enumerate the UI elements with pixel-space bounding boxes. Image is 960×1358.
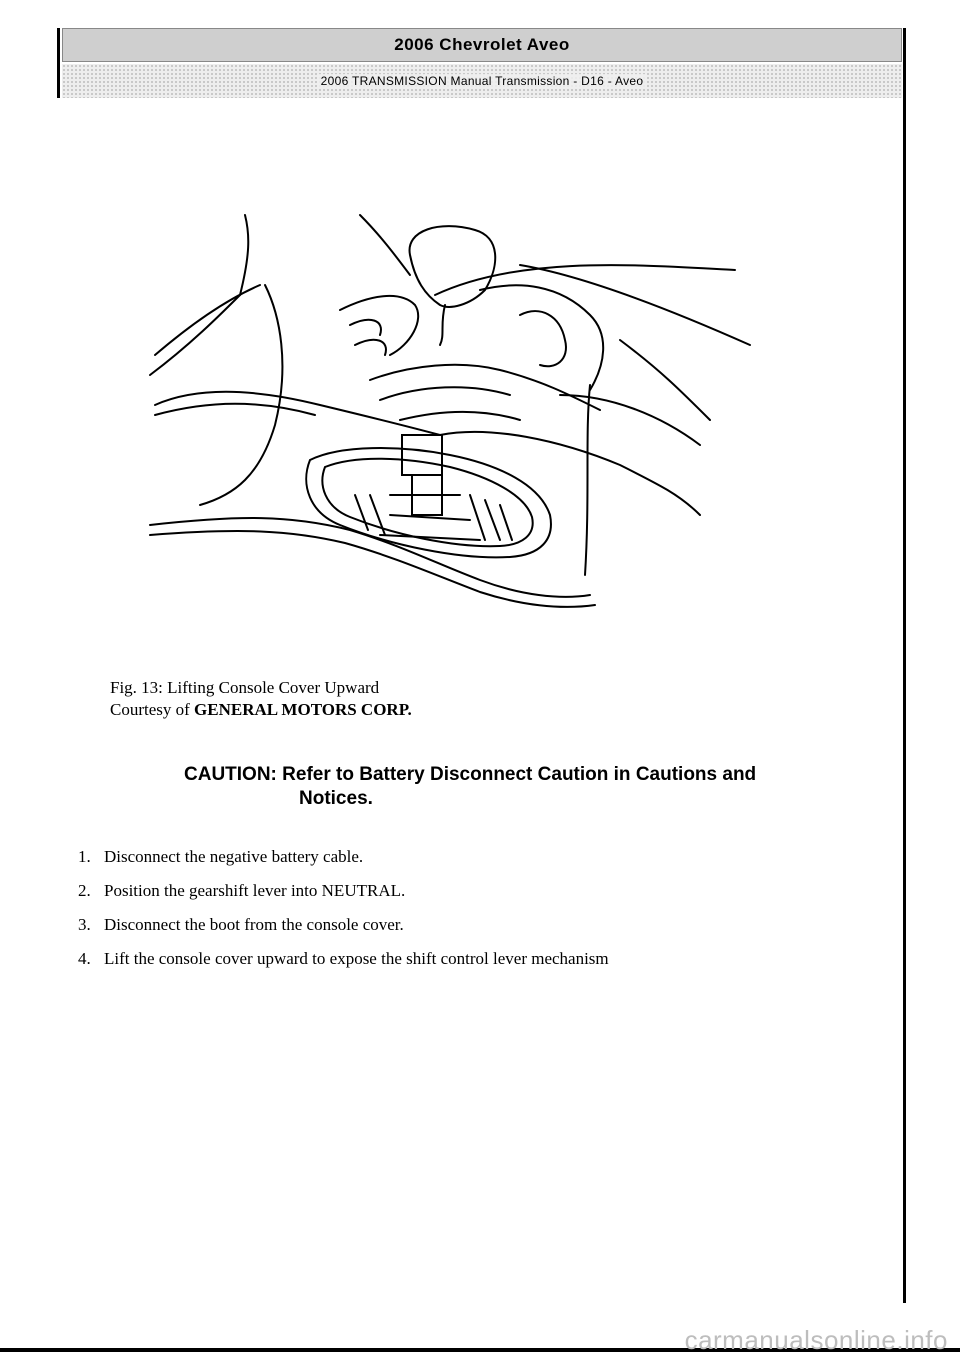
caution-line-2: Notices. [299, 788, 373, 809]
console-panel-line [150, 518, 590, 597]
header-title: 2006 Chevrolet Aveo [62, 28, 902, 62]
site-watermark: carmanualsonline.info [684, 1325, 948, 1355]
caution-line-1: CAUTION: Refer to Battery Disconnect Caution in Cautions and [184, 764, 757, 785]
figure-courtesy [110, 699, 412, 721]
console-cover-illustration [140, 195, 760, 615]
step-number: 1. [78, 847, 91, 866]
step-text: Disconnect the negative battery cable. [104, 847, 364, 866]
document-header [62, 28, 902, 98]
step-number: 3. [78, 915, 91, 934]
header-subtitle: 2006 TRANSMISSION Manual Transmission - D16 - Aveo [317, 74, 648, 88]
courtesy-prefix: Courtesy of [110, 700, 190, 719]
shift-knob-shape [410, 226, 496, 307]
step-number: 2. [78, 881, 91, 900]
list-item [78, 840, 609, 874]
list-item [78, 942, 609, 976]
right-border-rule [903, 28, 906, 1303]
left-border-rule [57, 28, 60, 98]
courtesy-organization: GENERAL MOTORS CORP. [194, 700, 412, 719]
caution-note [184, 763, 884, 811]
step-text: Disconnect the boot from the console cover. [104, 915, 404, 934]
figure-caption-block [110, 677, 412, 721]
list-item [78, 908, 609, 942]
step-text: Position the gearshift lever into NEUTRAL. [104, 881, 406, 900]
figure-caption: Fig. 13: Lifting Console Cover Upward [110, 678, 380, 697]
header-subtitle-bar [62, 64, 902, 98]
console-opening [306, 448, 551, 557]
list-item [78, 874, 609, 908]
step-number: 4. [78, 949, 91, 968]
console-panel-line [150, 531, 595, 607]
procedure-steps [78, 840, 609, 976]
lever-base [402, 435, 442, 475]
step-text: Lift the console cover upward to expose the shift control lever mechanism [104, 949, 609, 968]
